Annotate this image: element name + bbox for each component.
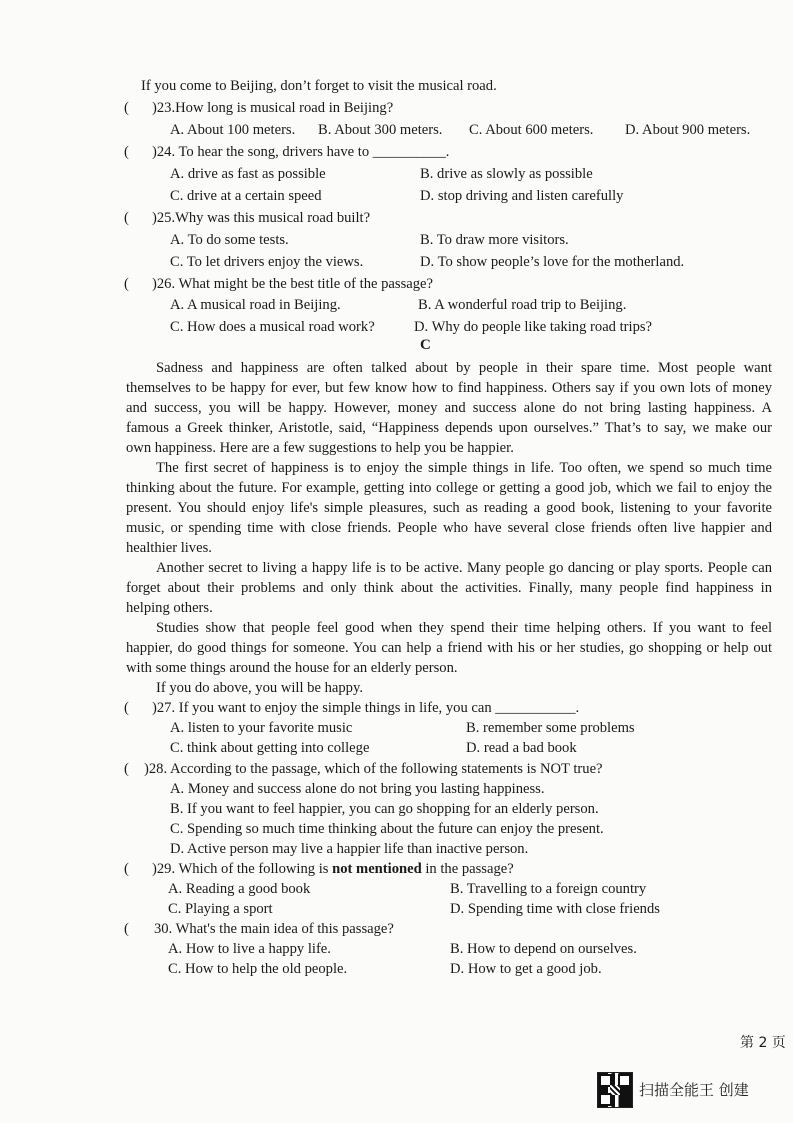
passage-p3-line-2: forget about their problems and only think about the activities. Finally, many people find happiness in <box>126 580 772 596</box>
question-23-option-a: A. About 100 meters. <box>170 122 296 138</box>
passage-p2-line-2: thinking about the future. For example, getting into college or getting a good job, which we fail to enjoy the <box>126 480 772 496</box>
question-29-option-c: C. Playing a sport <box>168 901 273 917</box>
question-23-option-b: B. About 300 meters. <box>318 122 443 138</box>
question-27-option-b: B. remember some problems <box>466 720 635 736</box>
passage-p1-line-2: themselves to be happy for ever, but few know how to find happiness. Others say if you own lots of money <box>126 380 772 396</box>
answer-paren-30: ( <box>124 921 129 937</box>
question-29-stem-post: in the passage? <box>421 861 514 877</box>
intro-line: If you come to Beijing, don’t forget to visit the musical road. <box>141 78 497 94</box>
passage-p1-line-5: own happiness. Here are a few suggestions to help you be happier. <box>126 440 514 456</box>
question-26-option-d: D. Why do people like taking road trips? <box>414 319 653 335</box>
question-30-option-c: C. How to help the old people. <box>168 961 348 977</box>
question-25-option-b: B. To draw more visitors. <box>420 232 569 248</box>
question-29-stem-pre: )29. Which of the following is <box>152 861 333 877</box>
question-28-option-c: C. Spending so much time thinking about the future can enjoy the present. <box>170 821 604 837</box>
question-30-stem: 30. What's the main idea of this passage? <box>154 921 394 937</box>
question-28-stem: )28. According to the passage, which of the following statements is NOT true? <box>144 761 603 777</box>
passage-p1-line-3: and success, you will be happy. However, money and success alone do not bring lasting happiness. A <box>126 400 772 416</box>
question-29-stem <box>152 859 514 879</box>
question-23-stem: )23.How long is musical road in Beijing? <box>152 100 394 116</box>
question-28-option-b: B. If you want to feel happier, you can go shopping for an elderly person. <box>170 801 599 817</box>
passage-p1-line-4: famous a Greek thinker, Aristotle, said, “Happiness depends upon ourselves.” That’s to say, we make our <box>126 420 772 436</box>
answer-paren-29: ( <box>124 861 129 877</box>
question-26-option-c: C. How does a musical road work? <box>170 319 375 335</box>
question-25-stem: )25.Why was this musical road built? <box>152 210 371 226</box>
passage-p1-line-1: Sadness and happiness are often talked about by people in their spare time. Most people want <box>156 360 772 376</box>
question-23-option-c: C. About 600 meters. <box>469 122 594 138</box>
answer-paren-24: ( <box>124 144 129 160</box>
passage-p3-line-1: Another secret to living a happy life is to be active. Many people go dancing or play sports. People can <box>156 560 772 576</box>
question-30-option-b: B. How to depend on ourselves. <box>450 941 637 957</box>
passage-p2-line-1: The first secret of happiness is to enjoy the simple things in life. Too often, we spend so much time <box>156 460 772 476</box>
question-27-option-c: C. think about getting into college <box>170 740 370 756</box>
scanner-label: 扫描全能王 创建 <box>639 1081 749 1099</box>
question-30-option-a: A. How to live a happy life. <box>168 941 331 957</box>
question-24-option-b: B. drive as slowly as possible <box>420 166 593 182</box>
passage-p5: If you do above, you will be happy. <box>156 680 363 696</box>
question-29-option-b: B. Travelling to a foreign country <box>450 881 647 897</box>
question-24-option-a: A. drive as fast as possible <box>170 166 326 182</box>
question-25-option-d: D. To show people’s love for the motherland. <box>420 254 685 270</box>
passage-p4-line-3: with some things around the house for an elderly person. <box>126 660 458 676</box>
qr-code-icon <box>597 1072 633 1108</box>
scanner-watermark <box>597 1072 777 1108</box>
passage-p4-line-2: happier, do good things for someone. You can help a friend with his or her studies, go shopping or help out <box>126 640 772 656</box>
question-23-option-d: D. About 900 meters. <box>625 122 751 138</box>
question-24-option-c: C. drive at a certain speed <box>170 188 322 204</box>
answer-paren-23: ( <box>124 100 129 116</box>
passage-p3-line-3: helping others. <box>126 600 213 616</box>
answer-paren-28: ( <box>124 761 129 777</box>
question-26-option-b: B. A wonderful road trip to Beijing. <box>418 297 627 313</box>
question-27-option-a: A. listen to your favorite music <box>170 720 353 736</box>
answer-paren-26: ( <box>124 276 129 292</box>
page-number: 第 2 页 <box>740 1035 786 1051</box>
answer-paren-25: ( <box>124 210 129 226</box>
question-26-stem: )26. What might be the best title of the passage? <box>152 276 433 292</box>
question-24-option-d: D. stop driving and listen carefully <box>420 188 624 204</box>
question-25-option-c: C. To let drivers enjoy the views. <box>170 254 364 270</box>
question-29-option-a: A. Reading a good book <box>168 881 311 897</box>
question-29-stem-bold: not mentioned <box>332 861 422 877</box>
question-24-stem: )24. To hear the song, drivers have to __________. <box>152 144 450 160</box>
passage-p2-line-5: healthier lives. <box>126 540 212 556</box>
question-25-option-a: A. To do some tests. <box>170 232 289 248</box>
passage-p4-line-1: Studies show that people feel good when they spend their time helping others. If you want to feel <box>156 620 772 636</box>
question-29-option-d: D. Spending time with close friends <box>450 901 660 917</box>
question-28-option-d: D. Active person may live a happier life than inactive person. <box>170 841 529 857</box>
section-heading-c: C <box>420 337 431 353</box>
question-28-option-a: A. Money and success alone do not bring you lasting happiness. <box>170 781 545 797</box>
question-30-option-d: D. How to get a good job. <box>450 961 602 977</box>
answer-paren-27: ( <box>124 700 129 716</box>
question-27-option-d: D. read a bad book <box>466 740 577 756</box>
question-27-stem: )27. If you want to enjoy the simple things in life, you can ___________. <box>152 700 580 716</box>
passage-p2-line-4: music, or spending time with close friends. People who have several close friends often live happier and <box>126 520 772 536</box>
question-26-option-a: A. A musical road in Beijing. <box>170 297 341 313</box>
passage-p2-line-3: present. You should enjoy life's simple pleasures, such as reading a good book, listening to your favorite <box>126 500 772 516</box>
